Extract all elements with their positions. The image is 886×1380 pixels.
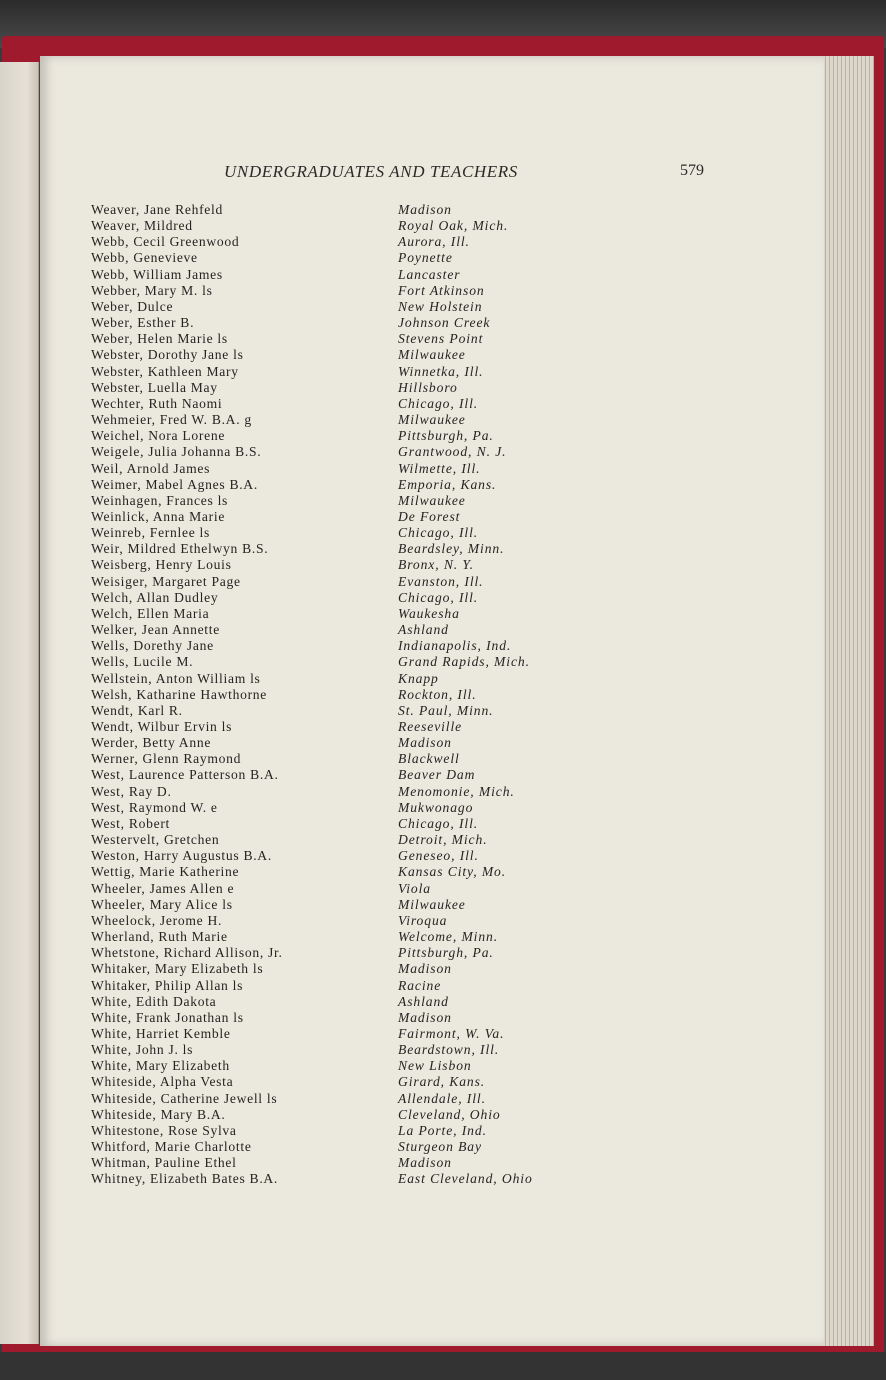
hometown: Allendale, Ill. — [398, 1090, 486, 1106]
hometown: Madison — [398, 1155, 452, 1171]
list-item — [91, 767, 571, 783]
page-stack-edges — [822, 56, 874, 1346]
student-name: Wheelock, Jerome H. — [91, 912, 223, 928]
hometown: Madison — [398, 735, 452, 751]
list-item — [91, 1155, 571, 1171]
student-name: Whiteside, Catherine Jewell ls — [91, 1090, 278, 1106]
hometown: Reeseville — [398, 719, 463, 734]
hometown: Milwaukee — [398, 492, 466, 508]
list-item — [91, 816, 571, 832]
student-name: Whitaker, Mary Elizabeth ls — [91, 961, 264, 977]
list-item — [91, 703, 571, 719]
list-item — [91, 671, 571, 687]
hometown: Sturgeon Bay — [398, 1139, 482, 1155]
list-item — [91, 1091, 571, 1107]
list-item — [91, 654, 571, 670]
hometown: New Holstein — [398, 298, 483, 314]
hometown: Bronx, N. Y. — [398, 557, 474, 573]
list-item — [91, 961, 571, 977]
list-item — [91, 218, 571, 234]
hometown: Wilmette, Ill. — [398, 460, 481, 476]
hometown: Kansas City, Mo. — [398, 864, 507, 880]
hometown: Hillsboro — [398, 379, 458, 395]
list-item — [91, 687, 571, 703]
student-name: Wells, Dorethy Jane — [91, 638, 214, 654]
hometown: Beaver Dam — [398, 767, 476, 783]
student-name: Weir, Mildred Ethelwyn B.S. — [91, 541, 269, 557]
list-item — [91, 1026, 571, 1042]
student-name: White, Mary Elizabeth — [91, 1058, 230, 1074]
list-item — [91, 590, 571, 606]
list-item — [91, 461, 571, 477]
list-item — [91, 525, 571, 541]
list-item — [91, 331, 571, 347]
hometown: Beardstown, Ill. — [398, 1042, 500, 1058]
student-name: Werder, Betty Anne — [91, 735, 212, 751]
list-item — [91, 1010, 571, 1026]
student-name: Weber, Esther B. — [91, 315, 195, 331]
student-name: Werner, Glenn Raymond — [91, 751, 242, 767]
student-name: White, Edith Dakota — [91, 993, 217, 1009]
student-name: Webster, Kathleen Mary — [91, 363, 239, 379]
list-item — [91, 396, 571, 412]
student-name: Wehmeier, Fred W. B.A. g — [91, 412, 252, 428]
student-name: Wettig, Marie Katherine — [91, 864, 240, 880]
student-name: Weinlick, Anna Marie — [91, 508, 226, 524]
student-name: Whiteside, Alpha Vesta — [91, 1074, 234, 1090]
list-item — [91, 541, 571, 557]
hometown: Ashland — [398, 622, 449, 638]
list-item — [91, 412, 571, 428]
hometown: Fairmont, W. Va. — [398, 1025, 505, 1041]
page-number: 579 — [680, 162, 704, 179]
hometown: St. Paul, Minn. — [398, 702, 494, 718]
hometown: Ashland — [398, 993, 449, 1009]
student-name: Weber, Helen Marie ls — [91, 331, 228, 347]
student-name: Wheeler, Mary Alice ls — [91, 896, 233, 912]
student-name: Whitford, Marie Charlotte — [91, 1139, 252, 1155]
list-item — [91, 606, 571, 622]
student-name: West, Robert — [91, 815, 171, 831]
list-item — [91, 881, 571, 897]
list-item — [91, 428, 571, 444]
hometown: Pittsburgh, Pa. — [398, 428, 494, 444]
hometown: La Porte, Ind. — [398, 1122, 487, 1138]
student-name: Weisberg, Henry Louis — [91, 557, 232, 573]
student-name: Weston, Harry Augustus B.A. — [91, 848, 272, 864]
hometown: Chicago, Ill. — [398, 395, 479, 411]
list-item — [91, 202, 571, 218]
list-item — [91, 493, 571, 509]
student-name: Wechter, Ruth Naomi — [91, 395, 223, 411]
hometown: Milwaukee — [398, 896, 466, 912]
list-item — [91, 1058, 571, 1074]
student-name: Weber, Dulce — [91, 298, 174, 314]
hometown: Blackwell — [398, 751, 460, 767]
student-name: Wherland, Ruth Marie — [91, 929, 228, 945]
list-item — [91, 1042, 571, 1058]
student-name: Whitaker, Philip Allan ls — [91, 977, 244, 993]
student-name: Weigele, Julia Johanna B.S. — [91, 444, 262, 460]
hometown: Pittsburgh, Pa. — [398, 945, 494, 961]
hometown: Poynette — [398, 250, 453, 266]
hometown: Chicago, Ill. — [398, 589, 479, 605]
student-name: Whitestone, Rose Sylva — [91, 1122, 237, 1138]
hometown: Girard, Kans. — [398, 1074, 486, 1090]
student-name: Webb, Genevieve — [91, 250, 198, 266]
hometown: Viola — [398, 880, 431, 896]
list-item — [91, 897, 571, 913]
hometown: Beardsley, Minn. — [398, 541, 505, 557]
hometown: Cleveland, Ohio — [398, 1106, 501, 1122]
left-page-edge — [0, 62, 39, 1344]
student-name: Welch, Allan Dudley — [91, 589, 219, 605]
hometown: Chicago, Ill. — [398, 815, 479, 831]
list-item — [91, 929, 571, 945]
student-name: White, Frank Jonathan ls — [91, 1009, 244, 1025]
student-name: Webster, Luella May — [91, 379, 218, 395]
hometown: Fort Atkinson — [398, 282, 485, 298]
list-item — [91, 234, 571, 250]
student-name: White, Harriet Kemble — [91, 1025, 231, 1041]
student-name: Whiteside, Mary B.A. — [91, 1106, 226, 1122]
student-name: Wendt, Karl R. — [91, 702, 183, 718]
hometown: New Lisbon — [398, 1058, 472, 1074]
student-name: Wellstein, Anton William ls — [91, 670, 261, 686]
student-name: Weimer, Mabel Agnes B.A. — [91, 476, 258, 492]
list-item — [91, 1107, 571, 1123]
hometown: Johnson Creek — [398, 315, 491, 331]
list-item — [91, 945, 571, 961]
hometown: Detroit, Mich. — [398, 832, 488, 848]
list-item — [91, 978, 571, 994]
student-name: Weinhagen, Frances ls — [91, 492, 229, 508]
list-item — [91, 574, 571, 590]
list-item — [91, 848, 571, 864]
list-item — [91, 509, 571, 525]
list-item — [91, 735, 571, 751]
hometown: Emporia, Kans. — [398, 476, 497, 492]
student-name: Welker, Jean Annette — [91, 622, 220, 638]
student-name: Webb, Cecil Greenwood — [91, 234, 240, 250]
hometown: Madison — [398, 202, 452, 217]
list-item — [91, 283, 571, 299]
list-item — [91, 800, 571, 816]
list-item — [91, 1139, 571, 1155]
hometown: Menomonie, Mich. — [398, 783, 515, 799]
student-name: West, Laurence Patterson B.A. — [91, 767, 279, 783]
list-item — [91, 994, 571, 1010]
student-name: White, John J. ls — [91, 1042, 194, 1058]
hometown: Grand Rapids, Mich. — [398, 654, 530, 670]
hometown: Grantwood, N. J. — [398, 444, 507, 460]
directory-list — [91, 202, 571, 1188]
list-item — [91, 267, 571, 283]
list-item — [91, 719, 571, 735]
list-item — [91, 364, 571, 380]
student-name: Webb, William James — [91, 266, 223, 282]
student-name: Weichel, Nora Lorene — [91, 428, 226, 444]
hometown: Rockton, Ill. — [398, 686, 477, 702]
hometown: Racine — [398, 977, 442, 993]
student-name: Welsh, Katharine Hawthorne — [91, 686, 268, 702]
student-name: Wendt, Wilbur Ervin ls — [91, 719, 233, 734]
list-item — [91, 380, 571, 396]
student-name: Whitney, Elizabeth Bates B.A. — [91, 1171, 279, 1187]
list-item — [91, 299, 571, 315]
student-name: Webster, Dorothy Jane ls — [91, 347, 244, 363]
list-item — [91, 832, 571, 848]
hometown: Royal Oak, Mich. — [398, 218, 509, 234]
hometown: Waukesha — [398, 605, 460, 621]
hometown: Chicago, Ill. — [398, 525, 479, 541]
student-name: Whitman, Pauline Ethel — [91, 1155, 237, 1171]
hometown: Winnetka, Ill. — [398, 363, 484, 379]
hometown: East Cleveland, Ohio — [398, 1171, 533, 1187]
hometown: Evanston, Ill. — [398, 573, 484, 589]
list-item — [91, 913, 571, 929]
student-name: Webber, Mary M. ls — [91, 282, 213, 298]
hometown: Aurora, Ill. — [398, 234, 470, 250]
student-name: Weil, Arnold James — [91, 460, 211, 476]
list-item — [91, 784, 571, 800]
hometown: Madison — [398, 1009, 452, 1025]
list-item — [91, 622, 571, 638]
hometown: Knapp — [398, 670, 439, 686]
student-name: Weaver, Mildred — [91, 218, 193, 234]
hometown: Mukwonago — [398, 799, 474, 815]
list-item — [91, 751, 571, 767]
scan-background-bottom — [0, 1352, 886, 1380]
student-name: West, Ray D. — [91, 783, 172, 799]
list-item — [91, 557, 571, 573]
student-name: West, Raymond W. e — [91, 799, 218, 815]
list-item — [91, 250, 571, 266]
hometown: Milwaukee — [398, 347, 466, 363]
hometown: Lancaster — [398, 266, 461, 282]
student-name: Weisiger, Margaret Page — [91, 573, 241, 589]
hometown: Viroqua — [398, 912, 448, 928]
student-name: Weinreb, Fernlee ls — [91, 525, 211, 541]
hometown: Madison — [398, 961, 452, 977]
list-item — [91, 864, 571, 880]
list-item — [91, 1074, 571, 1090]
list-item — [91, 638, 571, 654]
list-item — [91, 1123, 571, 1139]
list-item — [91, 347, 571, 363]
student-name: Welch, Ellen Maria — [91, 605, 210, 621]
hometown: Geneseo, Ill. — [398, 848, 479, 864]
hometown: Milwaukee — [398, 412, 466, 428]
hometown: De Forest — [398, 508, 461, 524]
hometown: Welcome, Minn. — [398, 929, 499, 945]
hometown: Stevens Point — [398, 331, 484, 347]
student-name: Westervelt, Gretchen — [91, 832, 220, 848]
student-name: Wells, Lucile M. — [91, 654, 194, 670]
student-name: Whetstone, Richard Allison, Jr. — [91, 945, 283, 961]
running-head: UNDERGRADUATES AND TEACHERS — [224, 162, 518, 181]
student-name: Wheeler, James Allen e — [91, 880, 235, 896]
student-name: Weaver, Jane Rehfeld — [91, 202, 224, 217]
list-item — [91, 477, 571, 493]
list-item — [91, 1171, 571, 1187]
list-item — [91, 444, 571, 460]
list-item — [91, 315, 571, 331]
hometown: Indianapolis, Ind. — [398, 638, 512, 654]
